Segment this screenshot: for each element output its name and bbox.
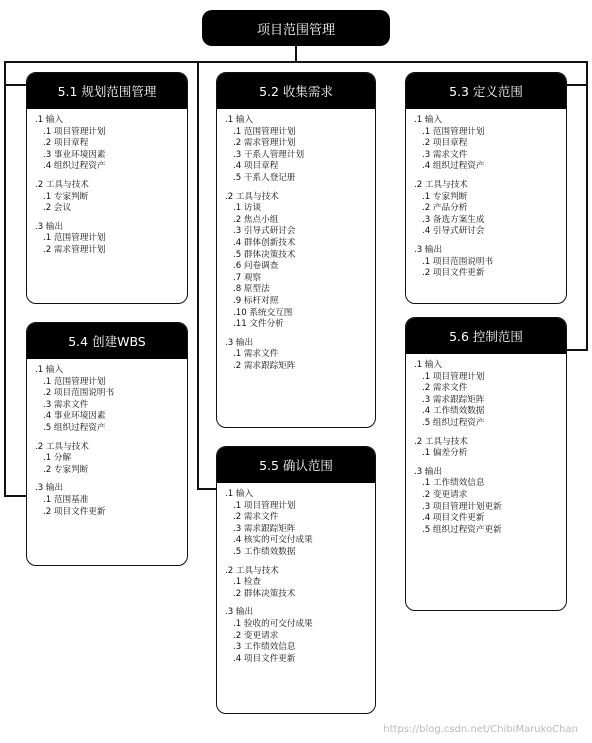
section-item: .4 工作绩效数据 — [422, 406, 485, 417]
section-item: .1 专家判断 — [422, 191, 468, 202]
section-item: .1 范围管理计划 — [233, 126, 296, 137]
section — [35, 115, 181, 173]
section-item: .1 项目管理计划 — [422, 371, 485, 382]
section-item: .2 项目章程 — [43, 138, 89, 149]
section-item: .7 观察 — [233, 272, 262, 283]
connector-root-down — [295, 46, 297, 62]
section-item: .1 偏差分析 — [422, 448, 468, 459]
card-5-4 — [26, 322, 188, 566]
section — [225, 566, 369, 601]
section-item: .1 范围管理计划 — [422, 126, 485, 137]
connector-left-vertical — [4, 61, 6, 497]
section-item: .2 需求管理计划 — [233, 138, 296, 149]
section-item: .4 项目文件更新 — [422, 513, 485, 524]
section-item: .3 需求跟踪矩阵 — [422, 394, 485, 405]
section-item: .1 范围管理计划 — [43, 376, 106, 387]
section — [35, 442, 181, 477]
section-item: .4 事业环境因素 — [43, 411, 106, 422]
section — [225, 338, 369, 373]
section — [35, 222, 181, 257]
section-item: .2 项目章程 — [422, 138, 468, 149]
section-title: .3 输出 — [35, 221, 64, 232]
root-node — [202, 10, 390, 46]
card-title: 5.5 确认范围 — [217, 447, 375, 483]
section — [225, 489, 369, 559]
section — [414, 467, 560, 537]
section-item: .4 引导式研讨会 — [422, 226, 485, 237]
section-item: .2 需求文件 — [233, 512, 279, 523]
section — [225, 192, 369, 331]
section-item: .8 原型法 — [233, 284, 270, 295]
section-item: .4 项目文件更新 — [233, 653, 296, 664]
section-item: .2 项目文件更新 — [43, 506, 106, 517]
card-title: 5.4 创建WBS — [27, 323, 187, 359]
card-body — [406, 109, 566, 280]
section-item: .2 项目文件更新 — [422, 268, 485, 279]
section-item: .5 干系人登记册 — [233, 172, 296, 183]
section-item: .4 核实的可交付成果 — [233, 535, 313, 546]
section-item: .3 需求文件 — [43, 399, 89, 410]
connector-to-5-1 — [4, 84, 26, 86]
card-5-6 — [405, 317, 567, 611]
section-title: .2 工具与技术 — [35, 441, 89, 452]
section-item: .4 群体创新技术 — [233, 237, 296, 248]
connector-to-5-3 — [566, 84, 588, 86]
section-item: .9 标杆对照 — [233, 295, 279, 306]
section — [414, 245, 560, 280]
section-item: .2 需求管理计划 — [43, 244, 106, 255]
section-item: .5 组织过程资产更新 — [422, 524, 502, 535]
watermark-text: https://blog.csdn.net/ChibiMarukoChan — [383, 724, 578, 735]
card-title: 5.3 定义范围 — [406, 73, 566, 109]
section-title: .3 输出 — [35, 483, 64, 494]
connector-to-5-5 — [197, 488, 217, 490]
section-item: .3 需求文件 — [422, 149, 468, 160]
section-title: .2 工具与技术 — [225, 191, 279, 202]
section-item: .1 项目管理计划 — [233, 500, 296, 511]
section-title: .2 工具与技术 — [35, 179, 89, 190]
section — [414, 115, 560, 173]
section-title: .3 输出 — [414, 466, 443, 477]
section-title: .3 输出 — [225, 607, 254, 618]
section-title: .1 输入 — [35, 365, 64, 375]
card-5-1 — [26, 72, 188, 304]
section-item: .3 项目管理计划更新 — [422, 501, 502, 512]
card-title: 5.1 规划范围管理 — [27, 73, 187, 109]
card-body — [27, 359, 187, 518]
section-item: .2 产品分析 — [422, 203, 468, 214]
connector-to-5-4 — [4, 495, 26, 497]
section — [35, 180, 181, 215]
section-item: .10 系统交互图 — [233, 307, 293, 318]
card-title: 5.6 控制范围 — [406, 318, 566, 354]
card-title: 5.2 收集需求 — [217, 73, 375, 109]
section-item: .5 组织过程资产 — [43, 422, 106, 433]
connector-right-vertical — [586, 61, 588, 351]
root-title: 项目范围管理 — [256, 22, 335, 38]
section-item: .1 项目管理计划 — [43, 126, 106, 137]
section-item: .2 会议 — [43, 203, 72, 214]
section-title: .1 输入 — [35, 115, 64, 125]
section-title: .1 输入 — [414, 360, 443, 370]
section — [414, 180, 560, 238]
card-body — [406, 354, 566, 536]
section-item: .5 群体决策技术 — [233, 249, 296, 260]
section-item: .6 问卷调查 — [233, 261, 279, 272]
section-item: .2 变更请求 — [422, 489, 468, 500]
section-title: .1 输入 — [225, 489, 254, 499]
section-item: .2 需求文件 — [422, 383, 468, 394]
section-item: .1 分解 — [43, 453, 72, 464]
section-title: .2 工具与技术 — [414, 179, 468, 190]
card-5-2 — [216, 72, 376, 428]
section-item: .1 验收的可交付成果 — [233, 618, 313, 629]
section-item: .1 项目范围说明书 — [422, 256, 494, 267]
section-item: .11 文件分析 — [233, 319, 284, 330]
card-5-3 — [405, 72, 567, 304]
section — [414, 360, 560, 430]
section-item: .2 项目范围说明书 — [43, 388, 115, 399]
section-item: .1 需求文件 — [233, 349, 279, 360]
section-item: .1 访谈 — [233, 203, 262, 214]
section-item: .1 工作绩效信息 — [422, 478, 485, 489]
section-title: .3 输出 — [225, 337, 254, 348]
section-item: .2 群体决策技术 — [233, 588, 296, 599]
section-item: .3 需求跟踪矩阵 — [233, 523, 296, 534]
section-item: .1 检查 — [233, 577, 262, 588]
section-title: .1 输入 — [225, 115, 254, 125]
section-item: .3 备选方案生成 — [422, 214, 485, 225]
section-item: .2 焦点小组 — [233, 214, 279, 225]
section-item: .3 引导式研讨会 — [233, 226, 296, 237]
connector-to-5-6 — [566, 349, 588, 351]
section-item: .5 组织过程资产 — [422, 417, 485, 428]
section — [225, 115, 369, 185]
section-item: .1 专家判断 — [43, 191, 89, 202]
section — [414, 437, 560, 460]
section-item: .1 范围基准 — [43, 494, 89, 505]
section-item: .4 组织过程资产 — [43, 161, 106, 172]
card-body — [217, 109, 375, 372]
section-item: .4 组织过程资产 — [422, 161, 485, 172]
section — [35, 483, 181, 518]
section-item: .3 工作绩效信息 — [233, 642, 296, 653]
connector-center-vertical — [197, 61, 199, 490]
card-body — [217, 483, 375, 665]
section-item: .3 干系人管理计划 — [233, 149, 305, 160]
section-item: .4 项目章程 — [233, 161, 279, 172]
section-item: .1 范围管理计划 — [43, 233, 106, 244]
section-title: .2 工具与技术 — [225, 565, 279, 576]
section-title: .1 输入 — [414, 115, 443, 125]
card-5-5 — [216, 446, 376, 714]
section-item: .2 需求跟踪矩阵 — [233, 360, 296, 371]
section-item: .5 工作绩效数据 — [233, 546, 296, 557]
section-item: .2 变更请求 — [233, 630, 279, 641]
card-body — [27, 109, 187, 257]
section-item: .2 专家判断 — [43, 464, 89, 475]
section — [35, 365, 181, 435]
connector-horizontal — [4, 61, 588, 63]
section-title: .2 工具与技术 — [414, 436, 468, 447]
section-item: .3 事业环境因素 — [43, 149, 106, 160]
section — [225, 607, 369, 665]
section-title: .3 输出 — [414, 244, 443, 255]
